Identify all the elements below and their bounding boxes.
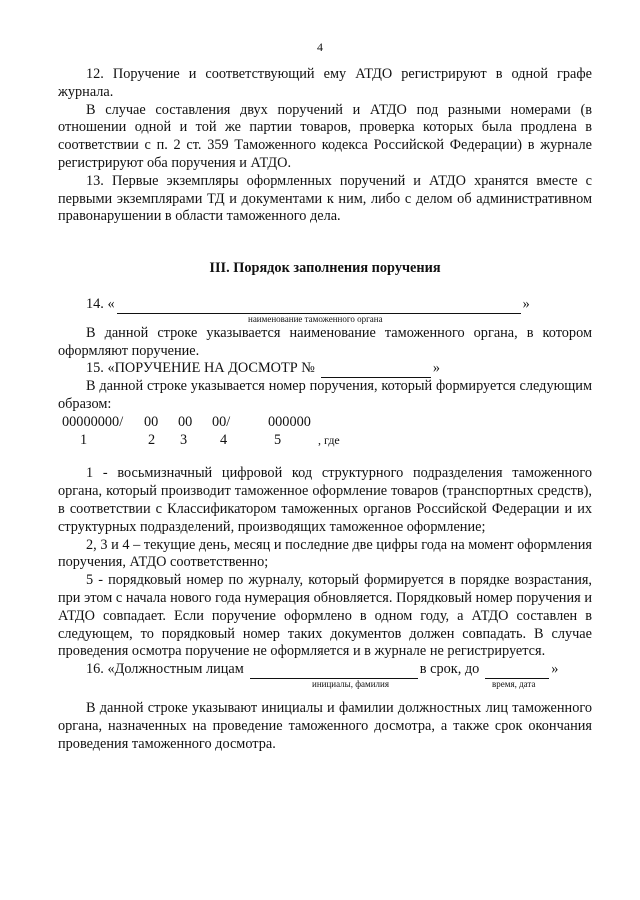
- paragraph-12: 12. Поручение и соответствующий ему АТДО регистрируют в одной графе журнала.: [58, 66, 592, 100]
- field-16-line: [58, 661, 592, 679]
- explanation-5: 5 - порядковый номер по журналу, который формируется в порядке возрастания, при этом с начала нового года нумерация обновляется. Порядковый номер поручения и АТДО совпадает. Если поручение оформлено в одном году, а АТДО составлен в следующем, то порядковый номер таких документов должен совпадать. В случае проведения осмотра поручение не оформляется и в журнале не регистрируется.: [58, 572, 592, 660]
- code-part-4: 00/: [212, 413, 231, 430]
- field-15-blank: [321, 363, 431, 378]
- number-format-indices: [58, 432, 592, 450]
- paragraph-13: 13. Первые экземпляры оформленных поручений и АТДО хранятся вместе с первыми экземплярами ТД и документами к ним, либо с делом об административном правонарушении в области таможенного дела.: [58, 172, 592, 225]
- code-index-5: 5: [274, 431, 282, 448]
- code-index-2: 2: [148, 431, 156, 448]
- code-part-5: 000000: [268, 413, 311, 430]
- code-index-1: 1: [80, 431, 88, 448]
- field-15-prefix: 15. «ПОРУЧЕНИЕ НА ДОСМОТР №: [86, 360, 315, 377]
- paragraph-16: В данной строке указывают инициалы и фамилии должностных лиц таможенного органа, назначенных на проведение таможенного досмотра, а также срок окончания проведения таможенного досмотра.: [58, 699, 592, 752]
- field-15-suffix: »: [432, 360, 441, 377]
- page-number: 4: [317, 40, 323, 54]
- code-index-4: 4: [220, 431, 228, 448]
- field-16-names-blank: [250, 664, 418, 679]
- code-where: , где: [318, 432, 340, 447]
- field-16-middle: в срок, до: [419, 661, 480, 678]
- number-format: [58, 414, 592, 432]
- paragraph-15: В данной строке указывается номер поручения, который формируется следующим образом:: [58, 378, 592, 412]
- code-part-3: 00: [178, 413, 193, 430]
- code-index-3: 3: [180, 431, 188, 448]
- field-16-suffix: »: [551, 661, 559, 678]
- field-14-suffix: »: [522, 295, 530, 312]
- explanation-2-3-4: 2, 3 и 4 – текущие день, месяц и последние две цифры года на момент оформления поручения, АТДО соответственно;: [58, 536, 592, 571]
- field-14-line: [58, 296, 592, 314]
- field-14-blank: [117, 299, 521, 314]
- section-heading: III. Порядок заполнения поручения: [209, 260, 441, 277]
- field-15-line: [58, 360, 592, 378]
- field-16-caption-names: инициалы, фамилия: [312, 678, 389, 689]
- field-16-date-blank: [485, 664, 549, 679]
- field-16-prefix: 16. «Должностным лицам: [86, 661, 244, 678]
- code-part-1: 00000000/: [62, 413, 124, 430]
- field-16-captions: [58, 679, 592, 690]
- field-16-caption-date: время, дата: [492, 678, 536, 689]
- document-body: [58, 66, 592, 753]
- field-14-prefix: 14. «: [86, 295, 115, 312]
- field-14-caption: наименование таможенного органа: [248, 313, 383, 324]
- explanation-1: 1 - восьмизначный цифровой код структурного подразделения таможенного органа, который производит таможенное оформление товаров (транспортных средств), в соответствии с Классификатором таможенных органов Российской Федерации и их структурных подразделений, производящих таможенное оформление;: [58, 465, 592, 535]
- paragraph-14: В данной строке указывается наименование таможенного органа, в котором оформляют поручение.: [58, 324, 592, 359]
- code-part-2: 00: [144, 413, 159, 430]
- paragraph-12-continued: В случае составления двух поручений и АТДО под разными номерами (в отношении одной и той же партии товаров, проверка которых была продлена в соответствии с п. 2 ст. 359 Таможенного кодекса Российской Федерации) в журнале регистрируют оба поручения и АТДО.: [58, 101, 592, 171]
